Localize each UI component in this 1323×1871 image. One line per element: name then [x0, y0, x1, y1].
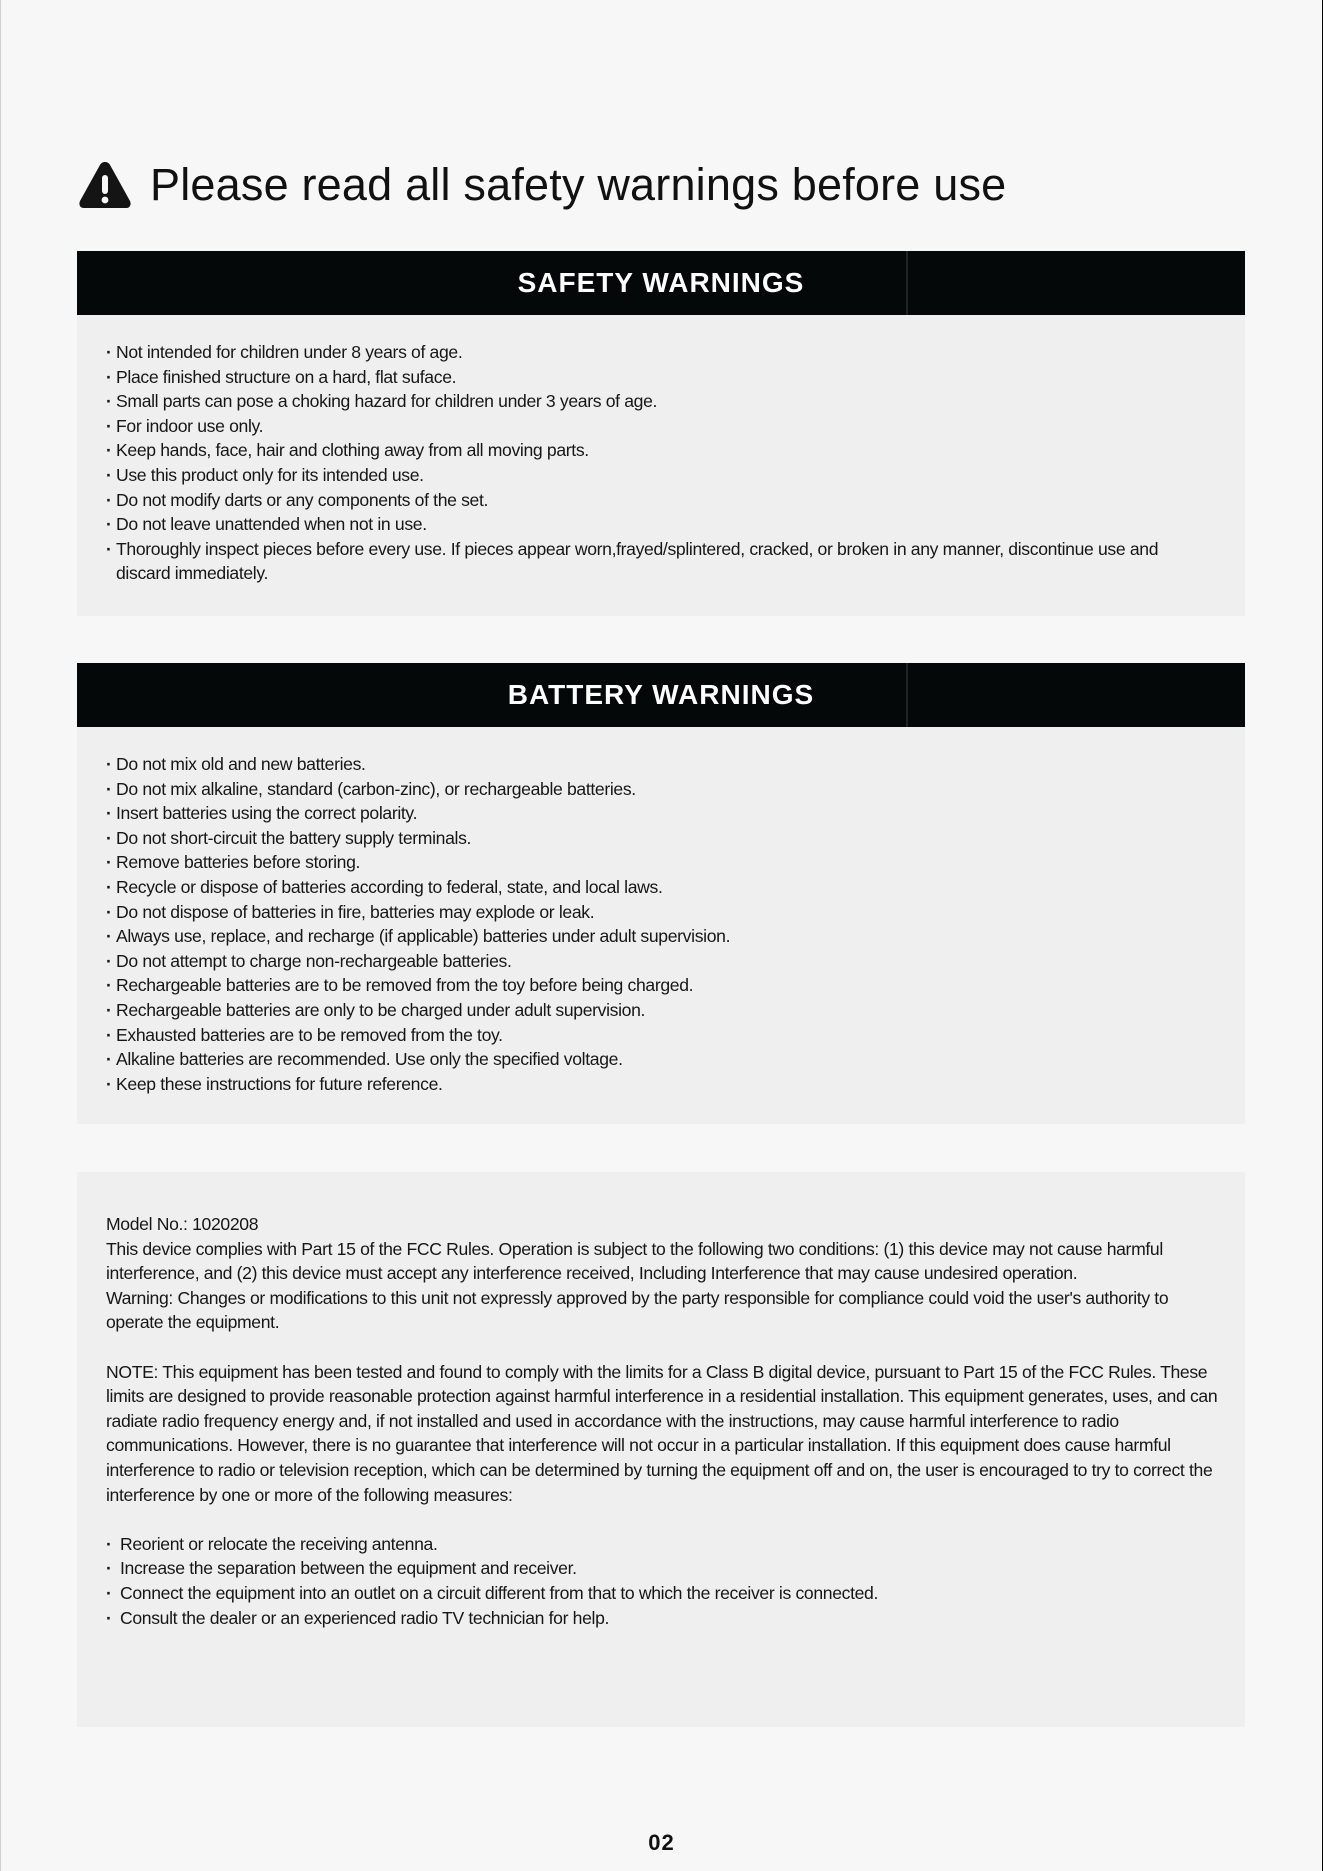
fcc-measures-list	[106, 1532, 1216, 1630]
safety-warnings-header	[77, 251, 1245, 315]
battery-warning-item: · Do not mix alkaline, standard (carbon-zinc), or rechargeable batteries.	[106, 777, 1245, 802]
safety-warnings-title: SAFETY WARNINGS	[517, 267, 805, 298]
fcc-compliance-panel	[77, 1172, 1245, 1727]
battery-warning-item: · Rechargeable batteries are only to be charged under adult supervision.	[106, 998, 1245, 1023]
fcc-measure-item: · Reorient or relocate the receiving antenna.	[106, 1532, 1216, 1557]
battery-warning-item: · Rechargeable batteries are to be removed from the toy before being charged.	[106, 973, 1245, 998]
safety-warning-item: · Thoroughly inspect pieces before every use. If pieces appear worn,frayed/splintered, cracked, or broken in any manner, discontinue use and discard immediately.	[106, 537, 1216, 586]
page-edge-left	[0, 0, 1, 1871]
safety-warning-item: · Do not leave unattended when not in use.	[106, 512, 1245, 537]
page-title: Please read all safety warnings before use	[150, 159, 1007, 210]
warning-triangle-icon	[78, 160, 132, 210]
safety-warning-item: · Keep hands, face, hair and clothing away from all moving parts.	[106, 438, 1245, 463]
battery-warning-item: · Do not mix old and new batteries.	[106, 752, 1245, 777]
fcc-measure-item: · Connect the equipment into an outlet on a circuit different from that to which the receiver is connected.	[106, 1581, 1216, 1606]
battery-warning-item: · Remove batteries before storing.	[106, 850, 1245, 875]
paragraph-gap	[106, 1507, 1216, 1532]
battery-warning-item: · Alkaline batteries are recommended. Use only the specified voltage.	[106, 1047, 1245, 1072]
battery-warnings-title: BATTERY WARNINGS	[507, 679, 815, 710]
battery-warning-item: · Do not attempt to charge non-rechargeable batteries.	[106, 949, 1245, 974]
page-number: 02	[648, 1830, 675, 1855]
fcc-compliance-statement: This device complies with Part 15 of the FCC Rules. Operation is subject to the following two conditions: (1) this device may not cause harmful interference, and (2) this device must accept any interference received, Including Interference that may cause undesired operation.	[106, 1238, 1163, 1284]
model-number: Model No.: 1020208	[106, 1214, 259, 1234]
safety-warnings-list	[77, 315, 1245, 586]
safety-warnings-panel	[77, 251, 1245, 616]
battery-warning-item: · Do not short-circuit the battery supply terminals.	[106, 826, 1245, 851]
safety-warning-item: · For indoor use only.	[106, 414, 1245, 439]
battery-warning-item: · Do not dispose of batteries in fire, batteries may explode or leak.	[106, 900, 1245, 925]
fcc-modification-warning: Warning: Changes or modifications to this unit not expressly approved by the party responsible for compliance could void the user's authority to operate the equipment.	[106, 1287, 1169, 1333]
battery-warning-item: · Exhausted batteries are to be removed from the toy.	[106, 1023, 1245, 1048]
battery-warnings-list	[77, 727, 1245, 1096]
fcc-class-b-note: NOTE: This equipment has been tested and found to comply with the limits for a Class B digital device, pursuant to Part 15 of the FCC Rules. These limits are designed to provide reasonable protection against harmful interference in a residential installation. This equipment generates, uses, and can radiate radio frequency energy and, if not installed and used in accordance with the instructions, may cause harmful interference to radio communications. However, there is no guarantee that interference will not occur in a particular installation. If this equipment does cause harmful interference to radio or television reception, which can be determined by turning the equipment off and on, the user is encouraged to try to correct the interference by one or more of the following measures:	[106, 1361, 1218, 1505]
battery-warning-item: · Recycle or dispose of batteries according to federal, state, and local laws.	[106, 875, 1245, 900]
paragraph-gap	[106, 1335, 1216, 1360]
battery-warnings-header	[77, 663, 1245, 727]
fcc-measure-item: · Consult the dealer or an experienced radio TV technician for help.	[106, 1606, 1216, 1631]
battery-warning-item: · Insert batteries using the correct polarity.	[106, 801, 1245, 826]
header-divider	[906, 663, 908, 727]
battery-warnings-panel	[77, 663, 1245, 1124]
safety-warning-item: · Place finished structure on a hard, flat suface.	[106, 365, 1245, 390]
safety-warning-item: · Small parts can pose a choking hazard for children under 3 years of age.	[106, 389, 1245, 414]
fcc-measure-item: · Increase the separation between the equipment and receiver.	[106, 1556, 1216, 1581]
fcc-body	[77, 1172, 1245, 1630]
safety-warning-item: · Do not modify darts or any components of the set.	[106, 488, 1245, 513]
header-divider	[906, 251, 908, 315]
safety-warning-item: · Use this product only for its intended use.	[106, 463, 1245, 488]
battery-warning-item: · Keep these instructions for future reference.	[106, 1072, 1245, 1097]
safety-warning-item: · Not intended for children under 8 years of age.	[106, 340, 1245, 365]
battery-warning-item: · Always use, replace, and recharge (if applicable) batteries under adult supervision.	[106, 924, 1245, 949]
page-heading	[78, 150, 1006, 220]
